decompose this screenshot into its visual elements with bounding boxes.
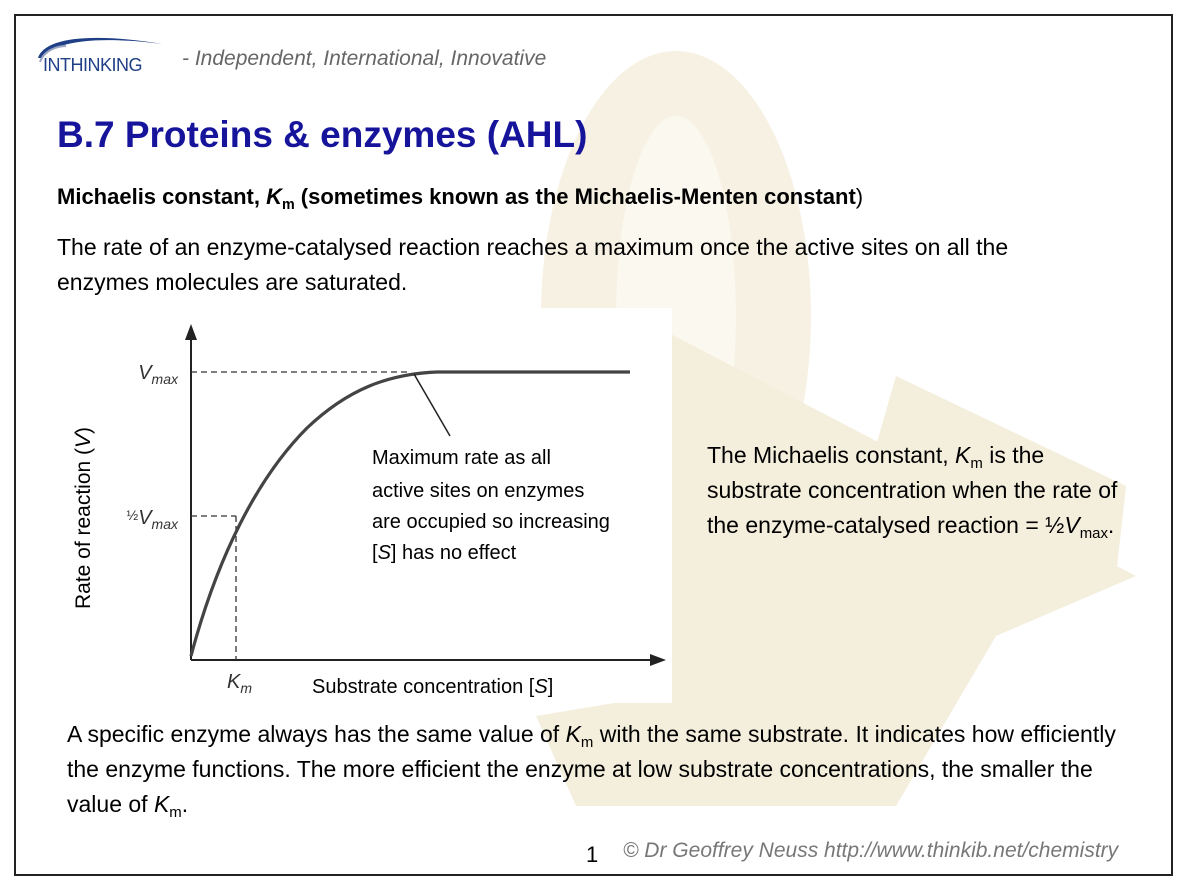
subheading: Michaelis constant, $K_m$ (sometimes known as the Michaelis-Menten constant) bbox=[57, 184, 864, 213]
svg-text:INTHINKING: INTHINKING bbox=[43, 55, 143, 74]
svg-text:active sites on enzymes: active sites on enzymes bbox=[372, 480, 585, 502]
km-definition: The Michaelis constant, $K_m$ is the substrate concentration when the rate of the enzyme-catalysed reaction = $\frac{1}{2}V_{max}$. bbox=[707, 442, 1118, 543]
copyright-notice: © Dr Geoffrey Neuss http://www.thinkib.net/chemistry bbox=[623, 839, 1119, 862]
x-axis-arrow-icon bbox=[650, 654, 666, 666]
rate-curve-graph bbox=[42, 308, 672, 703]
michaelis-menten-diagram bbox=[42, 308, 672, 703]
svg-text:are occupied so increasing: are occupied so increasing bbox=[372, 511, 610, 533]
logo-swoosh-icon bbox=[30, 28, 190, 74]
half-vmax-label: $^{\frac{1}{2}}V_{max}$ bbox=[126, 507, 178, 532]
inthinking-logo bbox=[30, 28, 190, 74]
vmax-label: $V_{max}$ bbox=[138, 362, 178, 387]
y-axis-arrow-icon bbox=[185, 324, 197, 340]
slide bbox=[14, 14, 1173, 876]
x-axis bbox=[191, 654, 666, 666]
annotation-pointer bbox=[414, 374, 450, 436]
svg-text:Maximum rate as all: Maximum rate as all bbox=[372, 447, 551, 469]
y-axis bbox=[185, 324, 197, 660]
page-title: B.7 Proteins & enzymes (AHL) bbox=[57, 114, 588, 155]
tagline: - Independent, International, Innovative bbox=[182, 47, 547, 70]
summary-paragraph: A specific enzyme always has the same value of $K_m$ with the same substrate. It indicates how efficiently the enzyme functions. The more efficient the enzyme at low substrate concentrations, the smaller the value of $K_m$. bbox=[67, 721, 1116, 822]
saturation-annotation bbox=[372, 447, 610, 564]
page-number: 1 bbox=[586, 842, 599, 867]
x-axis-label: Substrate concentration [S] bbox=[312, 676, 554, 698]
intro-paragraph: The rate of an enzyme-catalysed reaction reaches a maximum once the active sites on all the enzymes molecules are saturated. bbox=[57, 234, 1009, 295]
y-axis-label: Rate of reaction (V) bbox=[72, 426, 95, 610]
svg-text:[S] has no effect: [S] has no effect bbox=[372, 542, 517, 564]
km-axis-label: $K_m$ bbox=[227, 671, 253, 696]
